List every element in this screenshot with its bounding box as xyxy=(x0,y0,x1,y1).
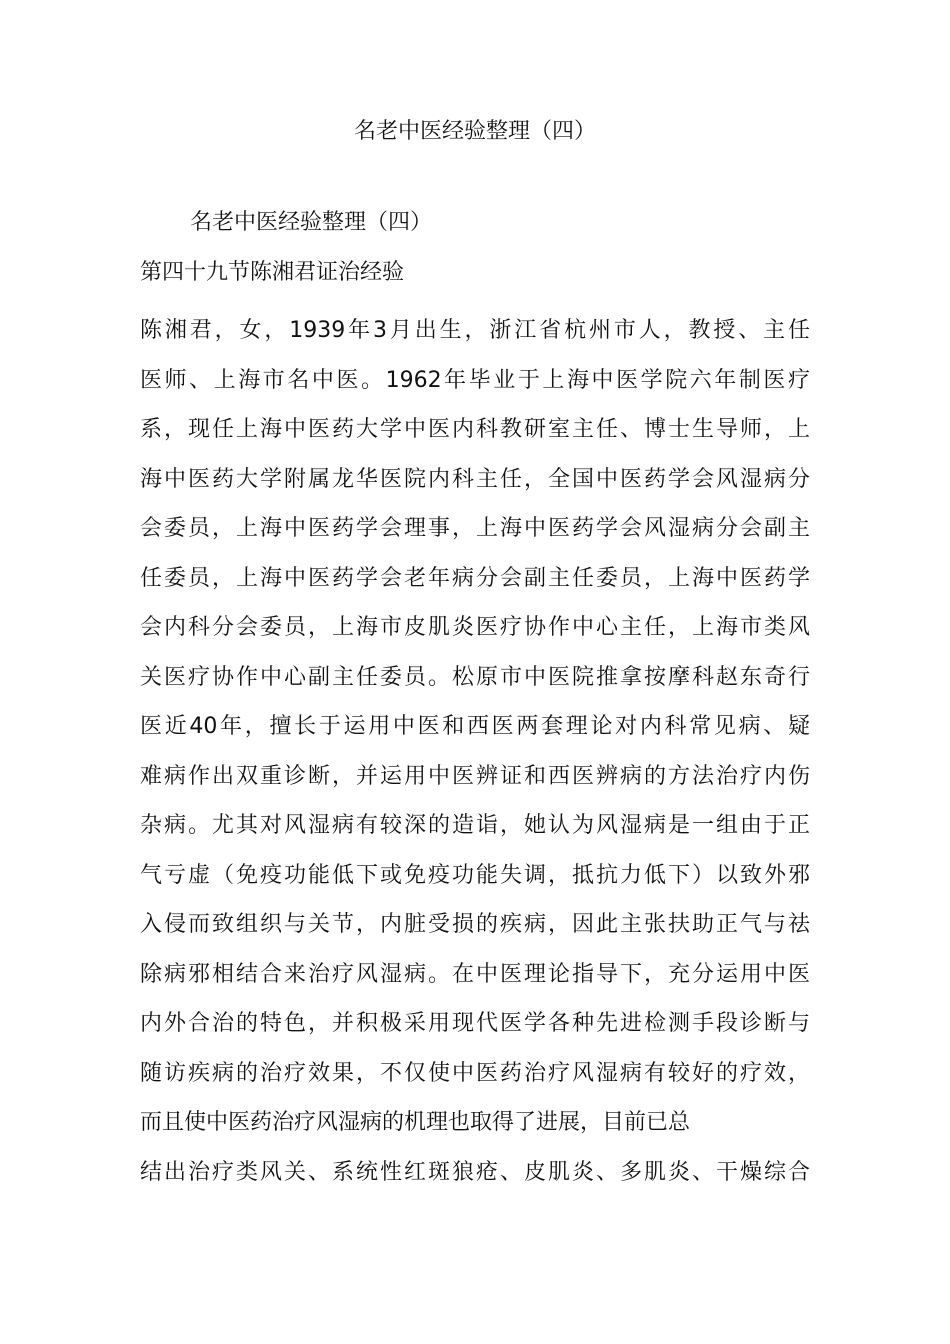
paragraph-line: 会委员，上海中医药学会理事，上海中医药学会风湿病分会副主 xyxy=(140,516,810,541)
paragraph-line: 内外合治的特色，并积极采用现代医学各种先进检测手段诊断与 xyxy=(140,1011,810,1036)
paragraph-line: 难病作出双重诊断，并运用中医辨证和西医辨病的方法治疗内伤 xyxy=(140,763,810,789)
document-title: 名老中医经验整理（四） xyxy=(353,119,596,144)
body-paragraph xyxy=(140,306,810,1197)
paragraph-line: 关医疗协作中心副主任委员。松原市中医院推拿按摩科赵东奇行 xyxy=(140,664,810,690)
paragraph-line: 除病邪相结合来治疗风湿病。在中医理论指导下，充分运用中医 xyxy=(140,961,810,987)
section-heading: 第四十九节陈湘君证治经验 xyxy=(140,260,405,285)
paragraph-line: 任委员，上海中医药学会老年病分会副主任委员，上海中医药学 xyxy=(140,565,810,591)
paragraph-line: 陈湘君，女，1939年3月出生，浙江省杭州市人，教授、主任 xyxy=(140,318,810,343)
paragraph-line: 入侵而致组织与关节，内脏受损的疾病，因此主张扶助正气与祛 xyxy=(140,912,810,937)
paragraph-line: 系，现任上海中医药大学中医内科教研室主任、博士生导师，上 xyxy=(140,417,810,442)
paragraph-line: 气亏虚（免疫功能低下或免疫功能失调，抵抗力低下）以致外邪 xyxy=(140,862,810,888)
paragraph-line: 结出治疗类风关、系统性红斑狼疮、皮肌炎、多肌炎、干燥综合 xyxy=(140,1159,810,1185)
paragraph-line: 医近40年，擅长于运用中医和西医两套理论对内科常见病、疑 xyxy=(140,714,810,739)
paragraph-line: 而且使中医药治疗风湿病的机理也取得了进展，目前已总 xyxy=(140,1110,691,1135)
paragraph-line: 医师、上海市名中医。1962年毕业于上海中医学院六年制医疗 xyxy=(140,367,810,393)
paragraph-line: 杂病。尤其对风湿病有较深的造诣，她认为风湿病是一组由于正 xyxy=(140,813,810,838)
paragraph-line: 会内科分会委员，上海市皮肌炎医疗协作中心主任，上海市类风 xyxy=(140,615,810,640)
paragraph-line: 随访疾病的治疗效果，不仅使中医药治疗风湿病有较好的疗效， xyxy=(140,1060,810,1086)
paragraph-line: 海中医药大学附属龙华医院内科主任，全国中医药学会风湿病分 xyxy=(140,466,810,492)
document-subtitle: 名老中医经验整理（四） xyxy=(190,210,433,235)
